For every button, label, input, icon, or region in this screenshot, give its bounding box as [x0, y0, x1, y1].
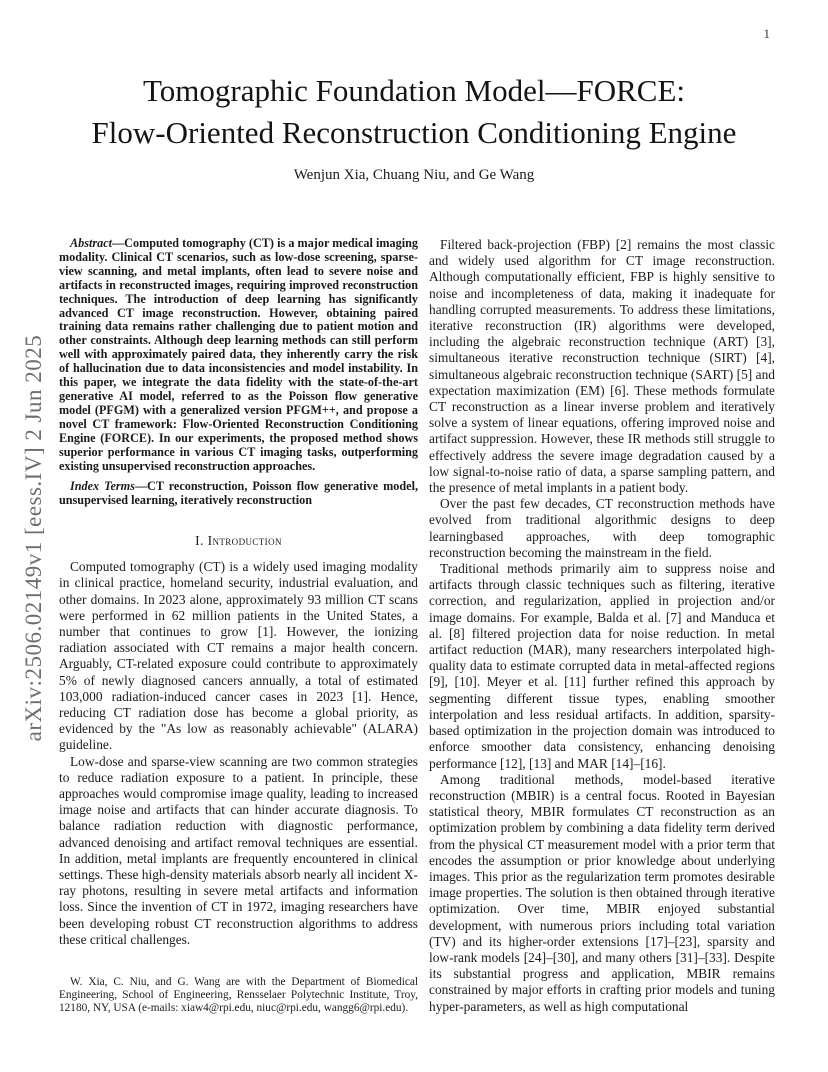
section-heading-introduction [59, 533, 418, 549]
author-affiliation-footnote: W. Xia, C. Niu, and G. Wang are with the Department of Biomedical Engineering, School of Engineering, Rensselaer Polytechnic Institute, Troy, 12180, NY, USA (e-mails: xiaw4@rpi.edu, niuc@rpi.edu, wangg6@rpi.edu). [59, 976, 418, 1014]
intro-paragraph-5: Traditional methods primarily aim to suppress noise and artifacts through classic techniques such as filtering, iterative correction, and regularization, applied in projection and/or image domains. For example, Balda et al. [7] and Manduca et al. [8] filtered projection data for noise reduction. In metal artifact reduction (MAR), many researchers interpolated high-quality data to estimate corrupted data in metal-affected regions [9], [10]. Meyer et al. [11] further refined this approach by segmenting different tissue types, enabling smoother interpolation and less residual artifacts. In addition, sparsity-based optimization in the projection domain was introduced to enforce smoother data consistency, enhancing denoising performance [12], [13] and MAR [14]–[16]. [429, 561, 775, 771]
abstract [59, 237, 418, 473]
paper-title [0, 70, 828, 154]
arxiv-watermark: arXiv:2506.02149v1 [eess.IV] 2 Jun 2025 [21, 334, 46, 742]
two-column-body [59, 237, 775, 1016]
page-number: 1 [763, 26, 770, 41]
index-terms-text: —CT reconstruction, Poisson flow generative model, unsupervised learning, iteratively reconstruction [59, 479, 418, 508]
intro-paragraph-1: Computed tomography (CT) is a widely used imaging modality in clinical practice, homeland security, industrial evaluation, and other domains. In 2023 alone, approximately 93 million CT scans were performed in 62 million patients in the United States, a number that continues to grow [1]. However, the ionizing radiation associated with CT remains a major health concern. Arguably, CT-related exposure could contribute to approximately 5% of newly diagnosed cancers annually, a total of estimated 103,000 radiation-induced cancer cases in 2023 [1]. Hence, reducing CT radiation dose has become a global priority, as evidenced by the "As low as reasonably achievable" (ALARA) guideline. [59, 559, 418, 753]
intro-paragraph-3: Filtered back-projection (FBP) [2] remains the most classic and widely used algorithm for CT image reconstruction. Although computationally efficient, FBP is highly sensitive to noise and incompleteness of data, making it inadequate for handling corrupted measurements. To address these limitations, iterative reconstruction (IR) algorithms were developed, including the algebraic reconstruction technique (ART) [3], simultaneous iterative reconstruction technique (SIRT) [4], simultaneous algebraic reconstruction technique (SART) [5] and expectation maximization (EM) [6]. These methods formulate CT reconstruction as a linear inverse problem and iteratively solve a system of linear equations, offering improved noise and artifact suppression. However, these IR methods still struggle to effectively address the severe image degradation caused by a low signal-to-noise ratio of data, a sparse sampling pattern, and the presence of metal implants in a patient body. [429, 237, 775, 496]
section-title: Introduction [207, 533, 282, 549]
abstract-label: Abstract [70, 236, 112, 250]
intro-paragraph-4: Over the past few decades, CT reconstruction methods have evolved from traditional algorithmic designs to deep learningbased approaches, with deep tomographic reconstruction becoming the mainstream in the field. [429, 496, 775, 560]
section-number: I. [195, 533, 204, 549]
right-column [429, 237, 775, 1016]
left-column [59, 237, 418, 1016]
paper-header [0, 70, 828, 184]
intro-paragraph-2: Low-dose and sparse-view scanning are two common strategies to reduce radiation exposure to a patient. In principle, these approaches would compromise image quality, leading to increased image noise and artifacts that can hinder accurate diagnosis. To balance radiation reduction with diagnostic performance, advanced denoising and artifact removal techniques are essential. In addition, metal implants are frequently encountered in clinical settings. These high-density materials absorb nearly all incident X-ray photons, resulting in severe metal artifacts and information loss. Since the invention of CT in 1972, imaging researchers have been developing robust CT reconstruction algorithms to address these critical challenges. [59, 753, 418, 947]
paper-title-line2: Flow-Oriented Reconstruction Conditioning Engine [91, 115, 737, 150]
intro-paragraph-6: Among traditional methods, model-based iterative reconstruction (MBIR) is a central focus. Rooted in Bayesian statistical theory, MBIR formulates CT reconstruction as an optimization problem by combining a data fidelity term derived from the physical CT measurement model with a prior term that encodes the assumption or prior knowledge about underlying images. This prior as the regularization term promotes desirable image properties. The solution is then obtained through iterative optimization. Over time, MBIR enjoyed substantial development, with numerous priors including total variation (TV) and its higher-order extensions [17]–[23], sparsity and low-rank models [24]–[30], and many others [31]–[33]. Despite its substantial progress and application, MBIR remains constrained by major efforts in crafting prior models and tuning hyper-parameters, as well as high computational [429, 771, 775, 1014]
index-terms [59, 480, 418, 508]
index-terms-label: Index Terms [70, 479, 135, 494]
abstract-text: —Computed tomography (CT) is a major medical imaging modality. Clinical CT scenarios, such as low-dose screening, sparse-view scanning, and metal implants, often lead to severe noise and artifacts in reconstructed images, requiring improved reconstruction techniques. The introduction of deep learning has significantly advanced CT image reconstruction. However, obtaining paired training data remains rather challenging due to patient motion and other constraints. Although deep learning methods can still perform well with approximately paired data, they inherently carry the risk of hallucination due to data inconsistencies and model instability. In this paper, we integrate the data fidelity with the state-of-the-art generative AI model, referred to as the Poisson flow generative model (PFGM) with a generalized version PFGM++, and propose a novel CT framework: Flow-Oriented Reconstruction Conditioning Engine (FORCE). In our experiments, the proposed method shows superior performance in various CT imaging tasks, outperforming existing unsupervised reconstruction approaches. [59, 236, 418, 473]
authors-line: Wenjun Xia, Chuang Niu, and Ge Wang [293, 167, 535, 183]
paper-title-line1: Tomographic Foundation Model—FORCE: [142, 73, 686, 108]
